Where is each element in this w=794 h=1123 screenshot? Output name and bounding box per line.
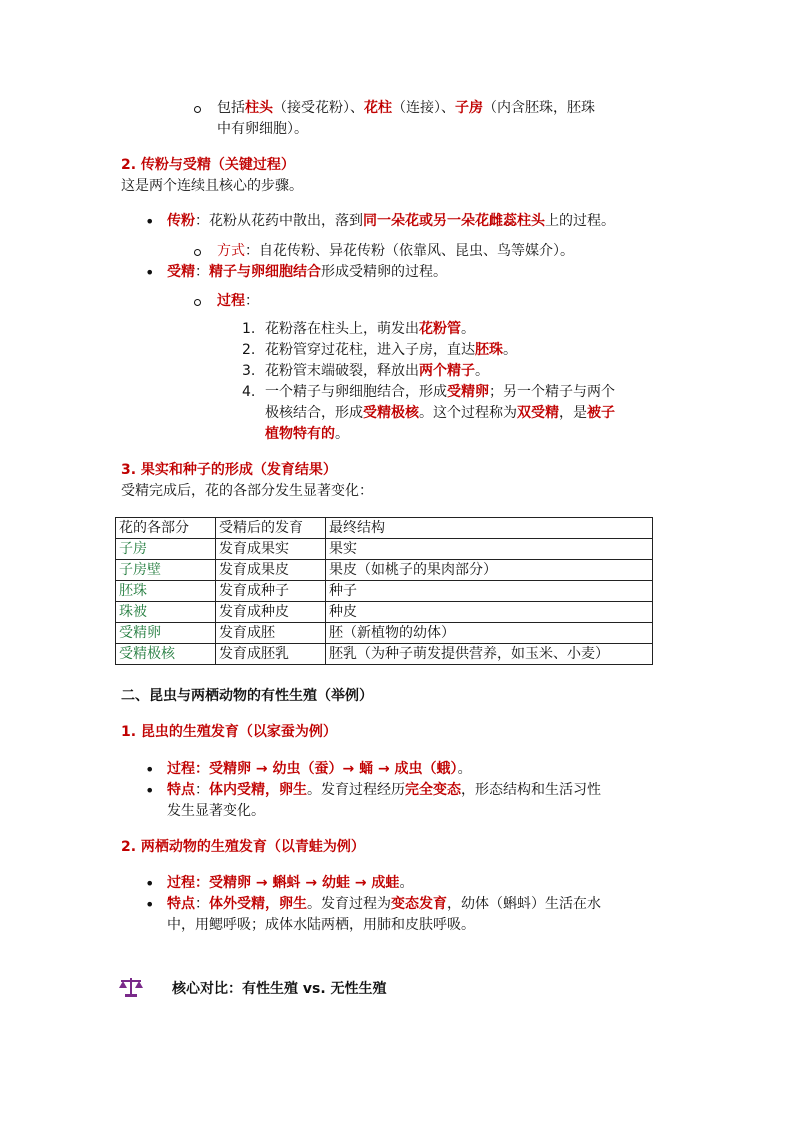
section-heading-pollination: 2. 传粉与受精（关键过程）: [121, 157, 295, 173]
term-method: 方式: [217, 243, 245, 259]
bullet-dot: •: [145, 895, 155, 914]
bullet-dot: •: [145, 212, 155, 231]
term-fertilization: 受精: [167, 264, 195, 280]
bullet-dot: •: [145, 263, 155, 282]
table-cell: 受精卵: [116, 623, 216, 644]
pollination-intro: 这是两个连续且核心的步骤。: [121, 178, 303, 194]
text: 。: [475, 363, 489, 379]
step-text: [265, 382, 615, 402]
term-metamorphosis: 变态发育: [391, 896, 447, 912]
scale-icon: [118, 976, 144, 998]
table-header: 花的各部分: [116, 518, 216, 539]
step-number: 1.: [242, 321, 256, 337]
text: 。这个过程称为: [419, 405, 517, 421]
frog-process: [167, 873, 413, 893]
table-row: [116, 602, 653, 623]
term-style: 花柱: [364, 100, 392, 116]
table-header: 最终结构: [326, 518, 653, 539]
step-text: [265, 424, 349, 444]
comparison-title: 核心对比：有性生殖 vs. 无性生殖: [172, 981, 387, 997]
text: ，是: [559, 405, 587, 421]
table-cell: 受精极核: [116, 644, 216, 665]
text: 一个精子与卵细胞结合，形成: [265, 384, 447, 400]
insect-feature: [167, 780, 601, 800]
section-heading-fruit: 3. 果实和种子的形成（发育结果）: [121, 462, 337, 478]
text: ；另一个精子与两个: [489, 384, 615, 400]
pistil-parts-line-2: 中有卵细胞）。: [217, 121, 308, 137]
text: 形成受精卵的过程。: [321, 264, 447, 280]
table-cell: 胚珠: [116, 581, 216, 602]
circle-bullet: [194, 299, 201, 306]
text: 。发育过程经历: [307, 782, 405, 798]
text: （连接）、: [392, 100, 455, 116]
subsection-heading-insect: 1. 昆虫的生殖发育（以家蚕为例）: [121, 724, 337, 740]
table-cell: 发育成胚乳: [216, 644, 326, 665]
text: （内含胚珠，胚珠: [483, 100, 595, 116]
process-label-line: [217, 291, 259, 311]
text: 。: [457, 761, 472, 777]
term: 被子: [587, 405, 615, 421]
table-cell: 发育成果实: [216, 539, 326, 560]
step-text: [265, 403, 615, 423]
frog-feature: [167, 894, 601, 914]
circle-bullet: [194, 249, 201, 256]
term-stigma: 柱头: [245, 100, 273, 116]
term: 受精卵: [447, 384, 489, 400]
text: ：花粉从花药中散出，落到: [195, 213, 363, 229]
text: 。: [461, 321, 475, 337]
fruit-intro: 受精完成后，花的各部分发生显著变化：: [121, 483, 373, 499]
text: 上的过程。: [545, 213, 615, 229]
term: 胚珠: [475, 342, 503, 358]
text: ：: [195, 896, 209, 912]
term: 体内受精，卵生: [209, 782, 307, 798]
term-double-fertilization: 双受精: [517, 405, 559, 421]
table-cell: 子房: [116, 539, 216, 560]
term-process: 过程: [217, 293, 245, 309]
text: 包括: [217, 100, 245, 116]
text: 花粉管末端破裂，释放出: [265, 363, 419, 379]
table-cell: 发育成种子: [216, 581, 326, 602]
table-cell: 果皮（如桃子的果肉部分）: [326, 560, 653, 581]
text: ：: [195, 264, 209, 280]
pistil-parts-line: [217, 98, 595, 118]
insect-process: [167, 759, 472, 779]
table-row: [116, 644, 653, 665]
term-process: 过程: [167, 761, 195, 777]
table-cell: 胚乳（为种子萌发提供营养，如玉米、小麦）: [326, 644, 653, 665]
term-pollination: 传粉: [167, 213, 195, 229]
bullet-dot: •: [145, 781, 155, 800]
text: ：: [245, 293, 259, 309]
term-ovary: 子房: [455, 100, 483, 116]
step-text: [265, 361, 489, 381]
term-feature: 特点: [167, 782, 195, 798]
pollination-method: [217, 241, 574, 261]
frog-feature-line-2: 中，用鳃呼吸；成体水陆两栖，用肺和皮肤呼吸。: [167, 917, 475, 933]
term-complete-metamorphosis: 完全变态: [405, 782, 461, 798]
text: 。: [335, 426, 349, 442]
fertilization-item: [167, 262, 447, 282]
text: 花粉管穿过花柱，进入子房，直达: [265, 342, 475, 358]
text: ：: [195, 782, 209, 798]
term-sperm-egg: 精子与卵细胞结合: [209, 264, 321, 280]
text: 。发育过程为: [307, 896, 391, 912]
term: 花粉管: [419, 321, 461, 337]
step-text: [265, 319, 475, 339]
development-table: [115, 517, 653, 665]
table-cell: 种皮: [326, 602, 653, 623]
term-feature: 特点: [167, 896, 195, 912]
table-row: [116, 539, 653, 560]
table-header: 受精后的发育: [216, 518, 326, 539]
frog-stages: ：受精卵 → 蝌蚪 → 幼蛙 → 成蛙: [195, 875, 400, 891]
text: 。: [399, 875, 414, 891]
term: 两个精子: [419, 363, 475, 379]
table-cell: 果实: [326, 539, 653, 560]
text: ：自花传粉、异花传粉（依靠风、昆虫、鸟等媒介）。: [245, 243, 574, 259]
table-cell: 珠被: [116, 602, 216, 623]
term-process: 过程: [167, 875, 195, 891]
text: 花粉落在柱头上，萌发出: [265, 321, 419, 337]
step-number: 4.: [242, 384, 256, 400]
table-row: [116, 581, 653, 602]
step-number: 3.: [242, 363, 256, 379]
term: 受精极核: [363, 405, 419, 421]
text: 。: [503, 342, 517, 358]
insect-feature-line-2: 发生显著变化。: [167, 803, 265, 819]
term-stigma-target: 同一朵花或另一朵花雌蕊柱头: [363, 213, 545, 229]
term: 植物特有的: [265, 426, 335, 442]
table-cell: 发育成种皮: [216, 602, 326, 623]
text: ，幼体（蝌蚪）生活在水: [447, 896, 601, 912]
table-cell: 种子: [326, 581, 653, 602]
table-cell: 子房壁: [116, 560, 216, 581]
bullet-dot: •: [145, 760, 155, 779]
step-number: 2.: [242, 342, 256, 358]
step-text: [265, 340, 517, 360]
table-row: [116, 560, 653, 581]
subsection-heading-frog: 2. 两栖动物的生殖发育（以青蛙为例）: [121, 839, 365, 855]
table-header-row: [116, 518, 653, 539]
term: 体外受精，卵生: [209, 896, 307, 912]
text: ，形态结构和生活习性: [461, 782, 601, 798]
pollination-item: [167, 211, 615, 231]
circle-bullet: [194, 106, 201, 113]
section-heading-animals: 二、昆虫与两栖动物的有性生殖（举例）: [121, 688, 373, 704]
text: （接受花粉）、: [273, 100, 364, 116]
table-cell: 发育成果皮: [216, 560, 326, 581]
table-cell: 胚（新植物的幼体）: [326, 623, 653, 644]
table-cell: 发育成胚: [216, 623, 326, 644]
text: 极核结合，形成: [265, 405, 363, 421]
insect-stages: ：受精卵 → 幼虫（蚕）→ 蛹 → 成虫（蛾）: [195, 761, 458, 777]
table-row: [116, 623, 653, 644]
bullet-dot: •: [145, 874, 155, 893]
